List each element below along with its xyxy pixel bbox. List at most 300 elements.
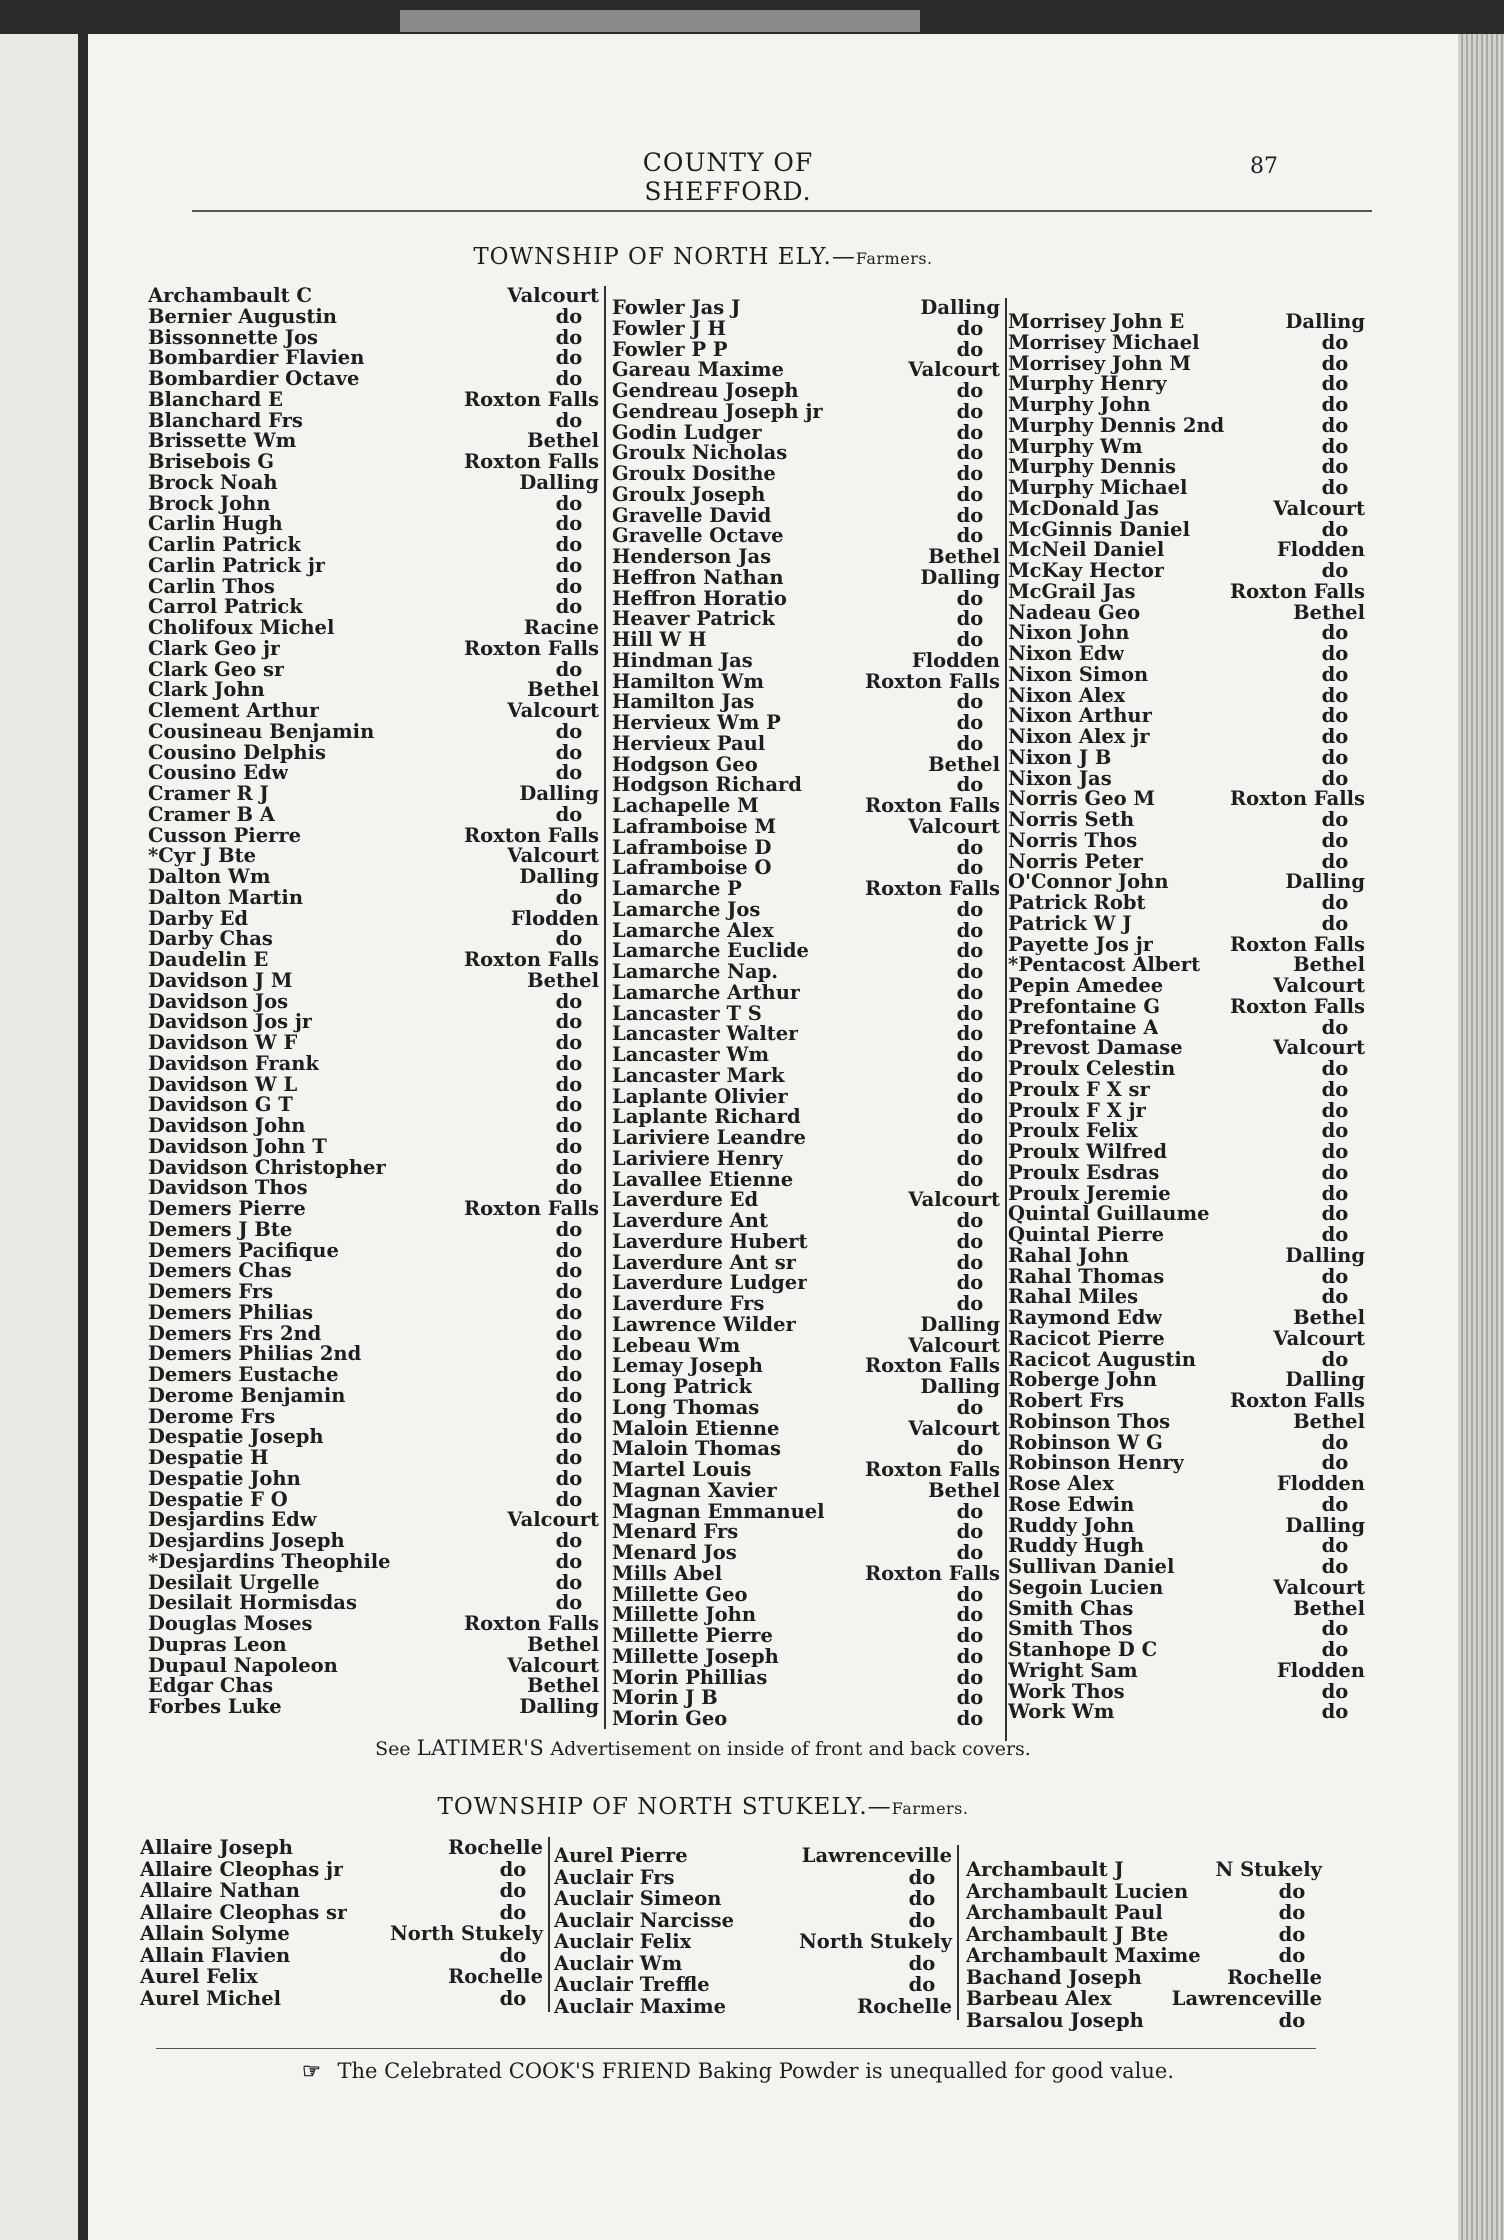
farmer-name: Davidson G T bbox=[148, 1095, 293, 1116]
footer-rule bbox=[156, 2048, 1316, 2049]
farmer-name: Aurel Pierre bbox=[554, 1845, 688, 1867]
farmer-name: Gendreau Joseph jr bbox=[612, 401, 823, 423]
farmer-name: Murphy Henry bbox=[1008, 374, 1167, 395]
post-office: do bbox=[1321, 1534, 1349, 1558]
farmer-name: Barbeau Alex bbox=[966, 1988, 1112, 2010]
farmer-name: Fowler J H bbox=[612, 318, 726, 340]
directory-entry bbox=[612, 858, 1000, 879]
farmer-name: Norris Thos bbox=[1008, 830, 1138, 852]
farmer-name: Laframboise M bbox=[612, 816, 777, 838]
directory-entry bbox=[148, 1116, 599, 1137]
directory-entry bbox=[148, 491, 599, 515]
post-office: do bbox=[555, 1383, 583, 1407]
directory-entry bbox=[148, 369, 599, 390]
post-office: Bethel bbox=[928, 752, 1000, 776]
directory-entry bbox=[1008, 1204, 1365, 1225]
directory-entry bbox=[612, 337, 1000, 361]
post-office: do bbox=[956, 1499, 984, 1523]
post-office: Valcourt bbox=[908, 1188, 1000, 1212]
farmer-name: Demers Philias bbox=[148, 1302, 314, 1324]
directory-entry bbox=[148, 1321, 599, 1345]
farmer-name: Cousino Edw bbox=[148, 763, 289, 784]
directory-entry bbox=[148, 1653, 599, 1677]
post-office: do bbox=[1321, 1160, 1349, 1184]
post-office: do bbox=[956, 690, 984, 714]
farmer-name: Sullivan Daniel bbox=[1008, 1557, 1175, 1578]
directory-entry bbox=[612, 1211, 1000, 1232]
category-label: Farmers. bbox=[891, 1799, 969, 1818]
directory-entry bbox=[612, 796, 1000, 817]
post-office: do bbox=[956, 1665, 984, 1689]
directory-entry bbox=[1008, 1575, 1365, 1599]
farmer-name: Murphy Michael bbox=[1008, 478, 1188, 499]
farmer-name: Rahal Thomas bbox=[1008, 1266, 1165, 1288]
directory-entry bbox=[148, 618, 599, 639]
post-office: do bbox=[1321, 413, 1349, 437]
farmer-name: Auclair Frs bbox=[554, 1866, 675, 1888]
directory-entry bbox=[612, 648, 1000, 672]
post-office: Dalling bbox=[920, 1375, 1000, 1398]
farmer-name: Dalton Martin bbox=[148, 887, 304, 909]
directory-entry bbox=[148, 1282, 599, 1303]
directory-entry bbox=[148, 1051, 599, 1075]
post-office: do bbox=[1321, 1264, 1349, 1288]
farmer-name: Lamarche Arthur bbox=[612, 982, 801, 1004]
directory-entry bbox=[1008, 374, 1365, 395]
post-office: Valcourt bbox=[1273, 974, 1365, 997]
post-office: do bbox=[1321, 766, 1349, 790]
post-office: Dalling bbox=[519, 865, 599, 888]
directory-entry bbox=[148, 636, 599, 660]
farmer-name: Hill W H bbox=[612, 630, 707, 651]
farmer-name: Barsalou Joseph bbox=[966, 2009, 1144, 2031]
facing-page-edge bbox=[0, 34, 78, 2240]
farmer-name: Laverdure Hubert bbox=[612, 1231, 808, 1253]
farmer-name: Allain Flavien bbox=[140, 1944, 291, 1966]
farmer-name: Archambault J Bte bbox=[966, 1923, 1169, 1945]
directory-entry bbox=[612, 1561, 1000, 1585]
post-office: Valcourt bbox=[1273, 1575, 1365, 1599]
post-office: North Stukely bbox=[389, 1922, 543, 1945]
directory-entry bbox=[1008, 932, 1365, 956]
farmer-name: Ruddy Hugh bbox=[1008, 1536, 1145, 1557]
post-office: do bbox=[555, 927, 583, 951]
post-office: do bbox=[956, 1520, 984, 1544]
post-office: do bbox=[555, 1570, 583, 1594]
post-office: do bbox=[1278, 1922, 1306, 1946]
farmer-name: Demers Philias 2nd bbox=[148, 1344, 362, 1365]
post-office: Valcourt bbox=[507, 844, 599, 868]
post-office: do bbox=[1321, 517, 1349, 541]
post-office: Rochelle bbox=[857, 1994, 952, 2018]
footer-advertisement bbox=[158, 2058, 1318, 2083]
farmer-name: Bachand Joseph bbox=[966, 1966, 1142, 1988]
directory-entry bbox=[612, 1333, 1000, 1357]
directory-entry bbox=[612, 609, 1000, 630]
farmer-name: McDonald Jas bbox=[1008, 498, 1159, 520]
directory-entry bbox=[1008, 395, 1365, 416]
directory-entry bbox=[612, 1709, 1000, 1730]
directory-entry bbox=[612, 1416, 1000, 1440]
farmer-name: Davidson John T bbox=[148, 1136, 327, 1158]
directory-entry bbox=[1008, 1225, 1365, 1246]
directory-entry bbox=[612, 731, 1000, 755]
directory-entry bbox=[1008, 994, 1365, 1018]
post-office: do bbox=[956, 1043, 984, 1066]
directory-entry bbox=[1008, 600, 1365, 624]
directory-entry bbox=[966, 1902, 1322, 1924]
post-office: do bbox=[1321, 1077, 1349, 1101]
directory-entry bbox=[1008, 1308, 1365, 1329]
farmer-name: Lachapelle M bbox=[612, 796, 759, 817]
farmer-name: Martel Louis bbox=[612, 1460, 752, 1481]
directory-entry bbox=[148, 286, 599, 307]
farmer-name: Lariviere Henry bbox=[612, 1148, 784, 1170]
post-office: do bbox=[1321, 849, 1349, 873]
directory-entry bbox=[1008, 1391, 1365, 1412]
post-office: Bethel bbox=[1293, 1306, 1365, 1329]
directory-entry bbox=[612, 1626, 1000, 1647]
directory-entry bbox=[612, 1522, 1000, 1543]
farmer-name: Lebeau Wm bbox=[612, 1335, 741, 1357]
post-office: do bbox=[956, 1582, 984, 1606]
post-office: do bbox=[555, 367, 583, 390]
post-office: do bbox=[555, 574, 583, 598]
post-office: Bethel bbox=[527, 678, 599, 702]
directory-entry bbox=[554, 1996, 952, 2018]
farmer-name: Magnan Emmanuel bbox=[612, 1501, 825, 1523]
farmer-name: Proulx Felix bbox=[1008, 1121, 1138, 1142]
post-office: do bbox=[1321, 891, 1349, 914]
directory-entry bbox=[612, 443, 1000, 464]
directory-entry bbox=[612, 1273, 1000, 1294]
directory-entry bbox=[554, 1845, 952, 1867]
farmer-name: Laverdure Ant sr bbox=[612, 1252, 796, 1274]
farmer-name: Brock Noah bbox=[148, 472, 278, 494]
post-office: Valcourt bbox=[908, 1416, 1000, 1440]
farmer-name: Archambault J bbox=[966, 1859, 1124, 1881]
directory-entry bbox=[1008, 1557, 1365, 1578]
post-office: Roxton Falls bbox=[463, 636, 599, 660]
directory-entry bbox=[612, 1229, 1000, 1253]
farmer-name: Davidson Frank bbox=[148, 1053, 319, 1075]
directory-entry bbox=[612, 1063, 1000, 1087]
post-office: do bbox=[956, 939, 984, 963]
farmer-name: Edgar Chas bbox=[148, 1676, 274, 1697]
directory-entry bbox=[1008, 1596, 1365, 1620]
farmer-name: Heaver Patrick bbox=[612, 609, 776, 630]
directory-entry bbox=[612, 775, 1000, 796]
post-office: do bbox=[956, 607, 984, 631]
post-office: do bbox=[555, 1363, 583, 1386]
advert-note-pre: See bbox=[375, 1738, 411, 1760]
directory-entry bbox=[554, 1974, 952, 1996]
directory-entry bbox=[148, 1676, 599, 1697]
farmer-name: Blanchard E bbox=[148, 389, 283, 411]
directory-entry bbox=[612, 692, 1000, 713]
post-office: do bbox=[956, 1541, 984, 1564]
post-office: do bbox=[956, 316, 984, 340]
post-office: N Stukely bbox=[1215, 1858, 1322, 1881]
post-office: do bbox=[956, 420, 984, 444]
directory-entry bbox=[148, 846, 599, 867]
directory-entry bbox=[612, 1582, 1000, 1606]
farmer-name: Prevost Damase bbox=[1008, 1038, 1183, 1059]
post-office: do bbox=[1278, 1901, 1306, 1924]
post-office: do bbox=[555, 1549, 583, 1573]
directory-entry bbox=[1008, 1513, 1365, 1537]
directory-entry bbox=[1008, 1430, 1365, 1454]
farmer-name: Gravelle Octave bbox=[612, 526, 784, 547]
post-office: do bbox=[1321, 1638, 1349, 1661]
post-office: do bbox=[555, 1446, 583, 1469]
directory-entry bbox=[1008, 849, 1365, 873]
farmer-name: Proulx F X jr bbox=[1008, 1100, 1146, 1122]
directory-entry bbox=[148, 514, 599, 535]
farmer-name: Auclair Wm bbox=[554, 1952, 683, 1974]
post-office: do bbox=[1321, 393, 1349, 416]
directory-entry bbox=[612, 1128, 1000, 1149]
post-office: do bbox=[555, 553, 583, 577]
farmer-name: Maloin Thomas bbox=[612, 1439, 781, 1460]
farmer-name: Quintal Guillaume bbox=[1008, 1204, 1210, 1225]
farmer-name: Proulx Wilfred bbox=[1008, 1142, 1168, 1163]
post-office: do bbox=[1321, 662, 1349, 686]
farmer-name: Despatie H bbox=[148, 1448, 269, 1469]
farmer-name: Racicot Augustin bbox=[1008, 1349, 1196, 1371]
post-office: do bbox=[956, 1644, 984, 1668]
directory-entry bbox=[612, 1146, 1000, 1170]
post-office: do bbox=[1321, 1700, 1349, 1724]
farmer-name: Morin J B bbox=[612, 1688, 718, 1709]
post-office: do bbox=[1321, 1057, 1349, 1080]
post-office: Flodden bbox=[911, 648, 1000, 672]
farmer-name: Hodgson Geo bbox=[612, 754, 758, 776]
post-office: Flodden bbox=[510, 906, 599, 930]
post-office: Roxton Falls bbox=[864, 1458, 1000, 1481]
farmer-name: Davidson Thos bbox=[148, 1178, 308, 1199]
directory-entry bbox=[1008, 312, 1365, 333]
directory-entry bbox=[148, 885, 599, 909]
post-office: Dalling bbox=[519, 470, 599, 494]
post-office: Roxton Falls bbox=[463, 948, 599, 971]
farmer-name: Brisebois G bbox=[148, 452, 275, 473]
directory-entry bbox=[1008, 706, 1365, 727]
directory-entry bbox=[148, 784, 599, 805]
directory-entry bbox=[612, 1460, 1000, 1481]
post-office: Valcourt bbox=[1273, 1036, 1365, 1060]
farmer-name: Allaire Cleophas sr bbox=[140, 1901, 348, 1923]
post-office: North Stukely bbox=[798, 1930, 952, 1953]
post-office: do bbox=[555, 1051, 583, 1075]
farmer-name: Hodgson Richard bbox=[612, 775, 802, 796]
directory-entry bbox=[148, 452, 599, 473]
directory-entry bbox=[148, 950, 599, 971]
farmer-name: Douglas Moses bbox=[148, 1614, 313, 1635]
post-office: Roxton Falls bbox=[1229, 787, 1365, 811]
directory-entry bbox=[966, 1859, 1322, 1881]
directory-entry bbox=[148, 1466, 599, 1490]
post-office: do bbox=[555, 512, 583, 536]
directory-entry bbox=[1008, 810, 1365, 831]
farmer-name: Morin Phillias bbox=[612, 1667, 768, 1689]
directory-entry bbox=[612, 752, 1000, 776]
post-office: do bbox=[956, 1395, 984, 1419]
directory-entry bbox=[148, 867, 599, 888]
farmer-name: Murphy Wm bbox=[1008, 436, 1143, 458]
directory-entry bbox=[148, 1510, 599, 1531]
farmer-name: Blanchard Frs bbox=[148, 410, 303, 432]
directory-entry bbox=[1008, 1181, 1365, 1205]
directory-entry bbox=[140, 1902, 543, 1924]
directory-entry bbox=[148, 1072, 599, 1096]
directory-entry bbox=[148, 929, 599, 950]
post-office: do bbox=[956, 1624, 984, 1647]
directory-entry bbox=[1008, 1640, 1365, 1661]
directory-entry bbox=[148, 1095, 599, 1116]
directory-entry bbox=[1008, 478, 1365, 499]
post-office: Valcourt bbox=[908, 1333, 1000, 1357]
post-office: Rochelle bbox=[448, 1965, 543, 1988]
farmer-name: Lancaster Wm bbox=[612, 1045, 770, 1066]
post-office: do bbox=[499, 1900, 527, 1924]
post-office: do bbox=[956, 1229, 984, 1253]
farmer-name: Raymond Edw bbox=[1008, 1308, 1163, 1329]
farmer-name: Carrol Patrick bbox=[148, 597, 303, 618]
directory-entry bbox=[1008, 351, 1365, 375]
farmer-name: Lamarche Euclide bbox=[612, 941, 809, 962]
farmer-name: Racicot Pierre bbox=[1008, 1328, 1165, 1350]
farmer-name: Proulx Celestin bbox=[1008, 1059, 1176, 1080]
post-office: do bbox=[1321, 1430, 1349, 1454]
directory-entry bbox=[148, 763, 599, 784]
farmer-name: Dupaul Napoleon bbox=[148, 1655, 338, 1677]
directory-entry bbox=[612, 526, 1000, 547]
farmer-name: Morin Geo bbox=[612, 1709, 728, 1730]
post-office: Roxton Falls bbox=[864, 1354, 1000, 1378]
farmer-name: Long Thomas bbox=[612, 1397, 760, 1419]
farmer-name: Morrisey John E bbox=[1008, 312, 1185, 333]
footer-ad-pre: The Celebrated bbox=[337, 2059, 503, 2083]
post-office: do bbox=[499, 1986, 527, 2010]
directory-entry bbox=[1008, 1474, 1365, 1495]
post-office: do bbox=[956, 1084, 984, 1108]
directory-entry bbox=[612, 630, 1000, 651]
farmer-name: McGrail Jas bbox=[1008, 581, 1136, 603]
directory-entry bbox=[1008, 1326, 1365, 1350]
farmer-name: Godin Ludger bbox=[612, 422, 762, 444]
directory-entry bbox=[612, 316, 1000, 340]
directory-entry bbox=[148, 906, 599, 930]
farmer-name: Nixon Edw bbox=[1008, 644, 1125, 665]
post-office: do bbox=[956, 773, 984, 797]
header-rule bbox=[192, 210, 1372, 212]
farmer-name: Morrisey Michael bbox=[1008, 332, 1200, 354]
post-office: do bbox=[1321, 1223, 1349, 1246]
post-office: do bbox=[555, 408, 583, 432]
post-office: do bbox=[1278, 1944, 1306, 1967]
post-office: do bbox=[555, 740, 583, 764]
post-office: do bbox=[1278, 1879, 1306, 1903]
directory-entry bbox=[140, 1945, 543, 1967]
post-office: Lawrenceville bbox=[801, 1844, 952, 1867]
post-office: do bbox=[555, 1591, 583, 1615]
farmer-name: Carlin Patrick bbox=[148, 535, 302, 556]
directory-entry bbox=[1008, 579, 1365, 603]
directory-entry bbox=[612, 1688, 1000, 1709]
post-office: do bbox=[956, 337, 984, 361]
directory-entry bbox=[1008, 1243, 1365, 1267]
post-office: do bbox=[956, 379, 984, 402]
post-office: do bbox=[956, 918, 984, 942]
directory-entry bbox=[148, 1134, 599, 1158]
farmer-name: Wright Sam bbox=[1008, 1660, 1138, 1682]
directory-entry bbox=[148, 408, 599, 432]
post-office: do bbox=[555, 1155, 583, 1179]
post-office: do bbox=[956, 897, 984, 921]
directory-entry bbox=[1008, 1370, 1365, 1391]
post-office: do bbox=[956, 628, 984, 651]
post-office: Dalling bbox=[1285, 870, 1365, 894]
farmer-name: Lancaster T S bbox=[612, 1003, 762, 1025]
farmer-name: Robinson Thos bbox=[1008, 1411, 1171, 1433]
post-office: do bbox=[1321, 1617, 1349, 1641]
scan-strip bbox=[400, 10, 920, 32]
farmer-name: Demers Eustache bbox=[148, 1365, 339, 1386]
post-office: Valcourt bbox=[507, 699, 599, 722]
farmer-name: Lariviere Leandre bbox=[612, 1128, 806, 1149]
farmer-name: Auclair Treffle bbox=[554, 1974, 710, 1996]
farmer-name: Nixon John bbox=[1008, 623, 1130, 644]
scan-top-band bbox=[0, 0, 1504, 34]
post-office: do bbox=[908, 1865, 936, 1889]
farmer-name: Lamarche Alex bbox=[612, 920, 774, 942]
post-office: Roxton Falls bbox=[463, 450, 599, 473]
farmer-name: Lancaster Walter bbox=[612, 1024, 799, 1045]
post-office: do bbox=[555, 1487, 583, 1511]
farmer-name: Desjardins Joseph bbox=[148, 1531, 345, 1552]
post-office: Bethel bbox=[1293, 600, 1365, 624]
farmer-name: Ruddy John bbox=[1008, 1515, 1135, 1537]
directory-entry bbox=[148, 1570, 599, 1594]
farmer-name: Laverdure Frs bbox=[612, 1294, 765, 1315]
directory-entry bbox=[148, 802, 599, 826]
post-office: Dalling bbox=[1285, 1368, 1365, 1392]
section-title-north-ely bbox=[88, 244, 1318, 270]
directory-page bbox=[88, 34, 1458, 2240]
directory-entry bbox=[1008, 496, 1365, 520]
directory-entry bbox=[612, 1377, 1000, 1398]
farmer-name: Davidson John bbox=[148, 1116, 306, 1137]
farmer-name: McKay Hector bbox=[1008, 561, 1165, 582]
directory-entry bbox=[612, 879, 1000, 900]
post-office: do bbox=[1321, 1555, 1349, 1578]
directory-entry bbox=[966, 2010, 1322, 2032]
post-office: do bbox=[1321, 745, 1349, 769]
directory-entry bbox=[148, 1549, 599, 1573]
farmer-name: Forbes Luke bbox=[148, 1697, 282, 1718]
directory-entry bbox=[612, 897, 1000, 921]
post-office: do bbox=[1321, 1202, 1349, 1226]
post-office: Roxton Falls bbox=[1229, 994, 1365, 1018]
farmer-name: Demers Chas bbox=[148, 1261, 292, 1282]
post-office: do bbox=[908, 1908, 936, 1932]
farmer-name: Lancaster Mark bbox=[612, 1065, 785, 1087]
directory-entry bbox=[148, 701, 599, 722]
farmer-name: Proulx Jeremie bbox=[1008, 1183, 1171, 1205]
post-office: do bbox=[1321, 1181, 1349, 1205]
post-office: do bbox=[956, 1437, 984, 1461]
